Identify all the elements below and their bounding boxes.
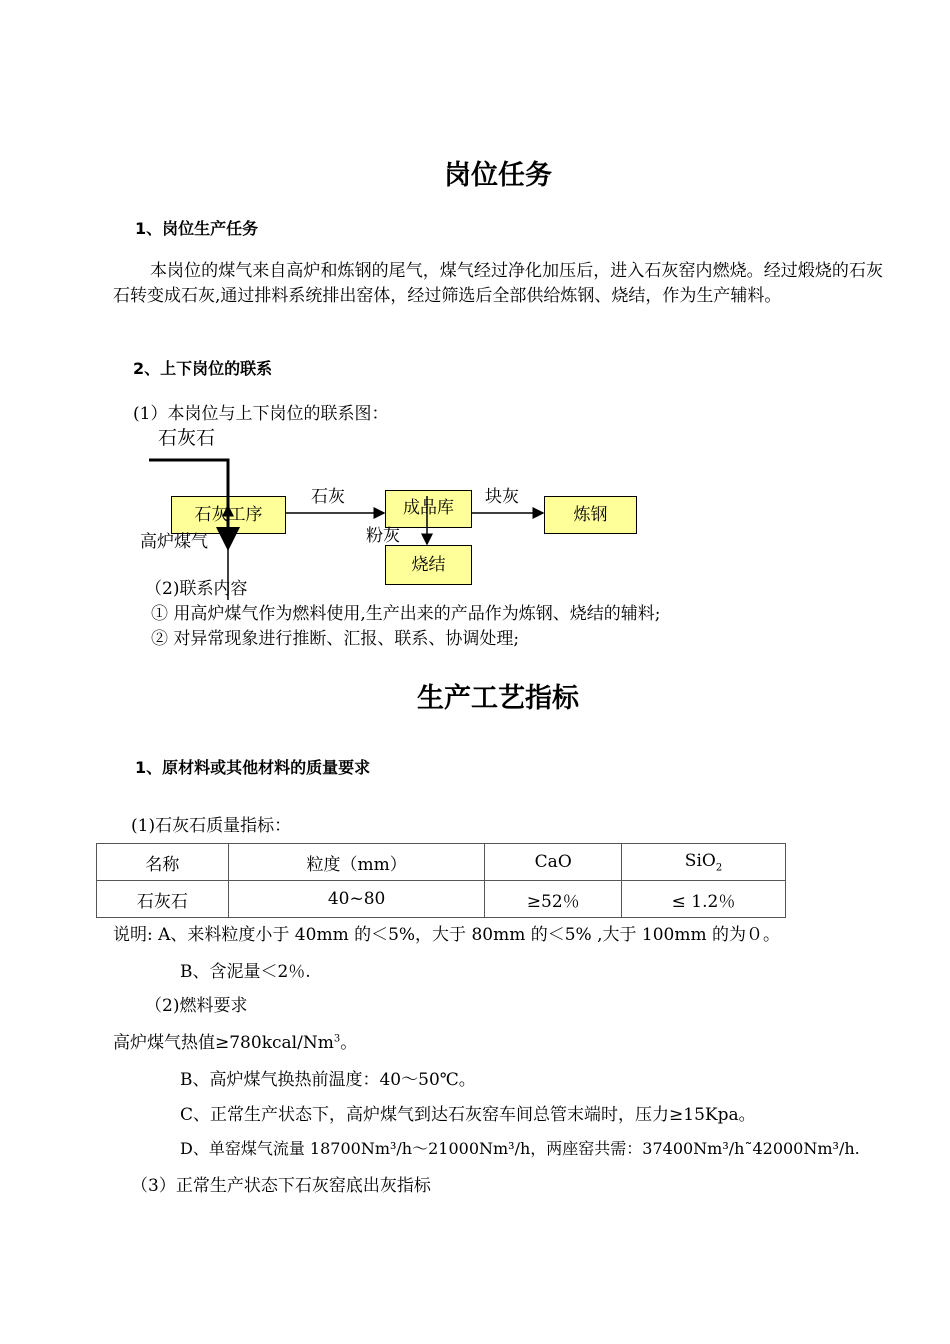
fuel-temperature: B、高炉煤气换热前温度：40～50℃。: [180, 1070, 476, 1090]
section-title-job-task: 岗位任务: [444, 160, 552, 191]
fuel-heat-value-suffix: 。: [340, 1033, 358, 1053]
label-limestone-input: 石灰石: [158, 427, 216, 449]
table-cell: ≤ 1.2％: [622, 881, 786, 918]
box-lime-process: 石灰工序: [171, 496, 286, 534]
diagram-caption: (1）本岗位与上下岗位的联系图：: [133, 404, 389, 424]
label-blast-furnace-gas: 高炉煤气: [140, 532, 208, 552]
limestone-caption: (1)石灰石质量指标：: [131, 816, 292, 836]
paragraph-production-task: 本岗位的煤气来自高炉和炼钢的尾气，煤气经过净化加压后，进入石灰窑内燃烧。经过煅烧的石灰石转变成石灰,通过排料系统排出窑体，经过筛选后全部供给炼钢、烧结，作为生产辅料。: [113, 261, 883, 306]
sio-label: SiO: [684, 850, 716, 871]
box-steelmaking: 炼钢: [544, 496, 637, 534]
label-powder-lime: 粉灰: [366, 526, 400, 546]
fuel-heat-value: [113, 1028, 357, 1053]
sio-subscript: 2: [715, 862, 723, 874]
note-a: 说明: A、来料粒度小于 40mm 的＜5%，大于 80mm 的＜5% ,大于 100mm 的为０。: [113, 925, 781, 945]
box-sintering: 烧结: [385, 545, 472, 585]
table-header-cell: 名称: [97, 844, 229, 881]
heading-material-quality: 1、原材料或其他材料的质量要求: [135, 758, 371, 777]
contact-item-1: ① 用高炉煤气作为燃料使用,生产出来的产品作为炼钢、烧结的辅料;: [151, 604, 661, 624]
heading-upstream-downstream: 2、上下岗位的联系: [133, 359, 273, 378]
box-finished-warehouse: 成品库: [385, 490, 472, 528]
fuel-caption: （2)燃料要求: [145, 996, 248, 1016]
label-lime: 石灰: [311, 487, 345, 507]
section-title-process-indicators: 生产工艺指标: [417, 683, 579, 714]
table-cell: 40~80: [228, 881, 485, 918]
heading-production-task: 1、岗位生产任务: [135, 219, 259, 238]
fuel-pressure: C、正常生产状态下，高炉煤气到达石灰窑车间总管末端时，压力≥15Kpa。: [180, 1105, 756, 1125]
table-header-cell: 粒度（mm）: [228, 844, 485, 881]
table-header-cell: [622, 844, 786, 881]
limestone-quality-table: [96, 843, 786, 918]
label-lump-lime: 块灰: [485, 487, 519, 507]
table-header-row: [97, 844, 786, 881]
note-b: B、含泥量＜2％.: [180, 962, 311, 982]
table-cell: 石灰石: [97, 881, 229, 918]
contact-item-2: ② 对异常现象进行推断、汇报、联系、协调处理;: [151, 629, 520, 649]
fuel-flow-rate: D、单窑煤气流量 18700Nm³/h～21000Nm³/h，两座窑共需：37400Nm³/h˜42000Nm³/h.: [180, 1139, 860, 1158]
fuel-heat-value-text: 高炉煤气热值≥780kcal/Nm: [113, 1033, 334, 1053]
table-cell: ≥52％: [485, 881, 622, 918]
table-header-cell: CaO: [485, 844, 622, 881]
ash-caption: （3）正常生产状态下石灰窑底出灰指标: [131, 1176, 431, 1196]
table-row: [97, 881, 786, 918]
fuel-heat-value-sup: 3: [333, 1033, 341, 1045]
contact-heading: （2)联系内容: [145, 579, 248, 599]
